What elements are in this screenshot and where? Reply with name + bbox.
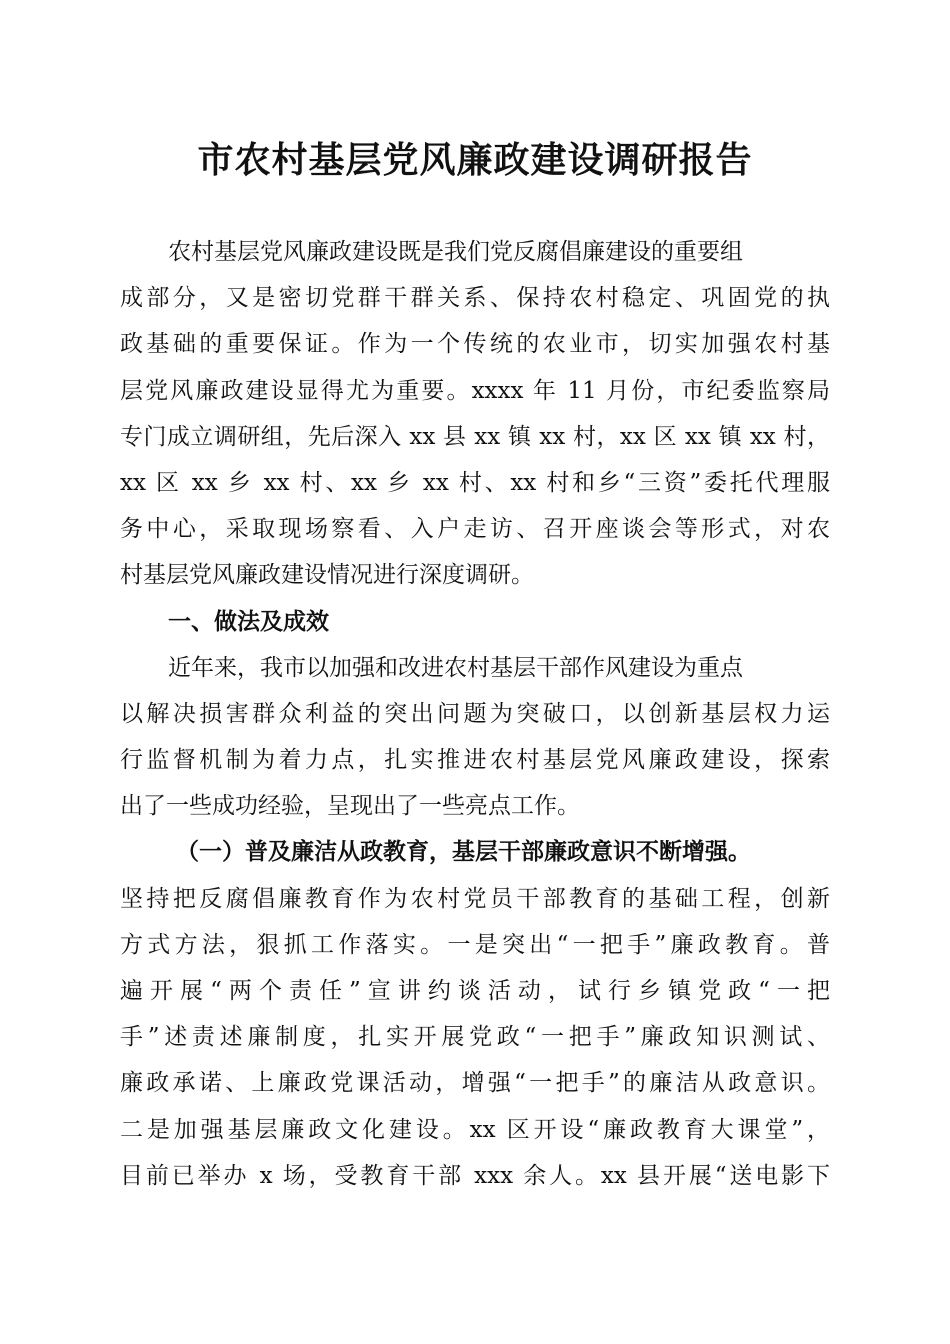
paragraph-line: 以解决损害群众利益的突出问题为突破口，以创新基层权力运 [120, 700, 830, 727]
paragraph-line: 农村基层党风廉政建设既是我们党反腐倡廉建设的重要组 [168, 239, 743, 265]
paragraph-line: 行监督机制为着力点，扎实推进农村基层党风廉政建设，探索 [120, 747, 830, 774]
paragraph-line: 成部分，又是密切党群干群关系、保持农村稳定、巩固党的执 [120, 285, 830, 312]
paragraph-line: 村基层党风廉政建设情况进行深度调研。 [120, 562, 534, 589]
subsection-heading: （一）普及廉洁从政教育，基层干部廉政意识不断增强。 [176, 838, 751, 866]
section-heading: 一、做法及成效 [168, 608, 329, 635]
paragraph-line: 专门成立调研组，先后深入 xx 县 xx 镇 xx 村，xx 区 xx 镇 xx 村， [120, 423, 830, 450]
document-body [120, 229, 830, 1199]
paragraph-line: 二是加强基层廉政文化建设。xx 区开设“廉政教育大课堂”， [120, 1116, 830, 1143]
paragraph-line: 遍开展“两个责任”宣讲约谈活动，试行乡镇党政“一把 [120, 978, 830, 1004]
paragraph-line: 层党风廉政建设显得尤为重要。xxxx 年 11 月份，市纪委监察局 [120, 377, 830, 404]
paragraph-line: 近年来，我市以加强和改进农村基层干部作风建设为重点 [168, 654, 743, 681]
paragraph-line: 政基础的重要保证。作为一个传统的农业市，切实加强农村基 [120, 331, 830, 358]
paragraph-line: 务中心，采取现场察看、入户走访、召开座谈会等形式，对农 [120, 516, 830, 543]
paragraph-line: 坚持把反腐倡廉教育作为农村党员干部教育的基础工程，创新 [120, 885, 830, 912]
paragraph-line: 手”述责述廉制度，扎实开展党政“一把手”廉政知识测试、 [120, 1024, 830, 1051]
paragraph-line: 目前已举办 x 场，受教育干部 xxx 余人。xx 县开展“送电影下 [120, 1162, 830, 1189]
paragraph-line: 廉政承诺、上廉政党课活动，增强“一把手”的廉洁从政意识。 [120, 1070, 830, 1097]
paragraph-line: 出了一些成功经验，呈现出了一些亮点工作。 [120, 793, 580, 820]
document-title: 市农村基层党风廉政建设调研报告 [197, 139, 753, 181]
paragraph-line: 方式方法，狠抓工作落实。一是突出“一把手”廉政教育。普 [120, 931, 830, 958]
paragraph-line: xx 区 xx 乡 xx 村、xx 乡 xx 村、xx 村和乡“三资”委托代理服 [120, 469, 830, 496]
